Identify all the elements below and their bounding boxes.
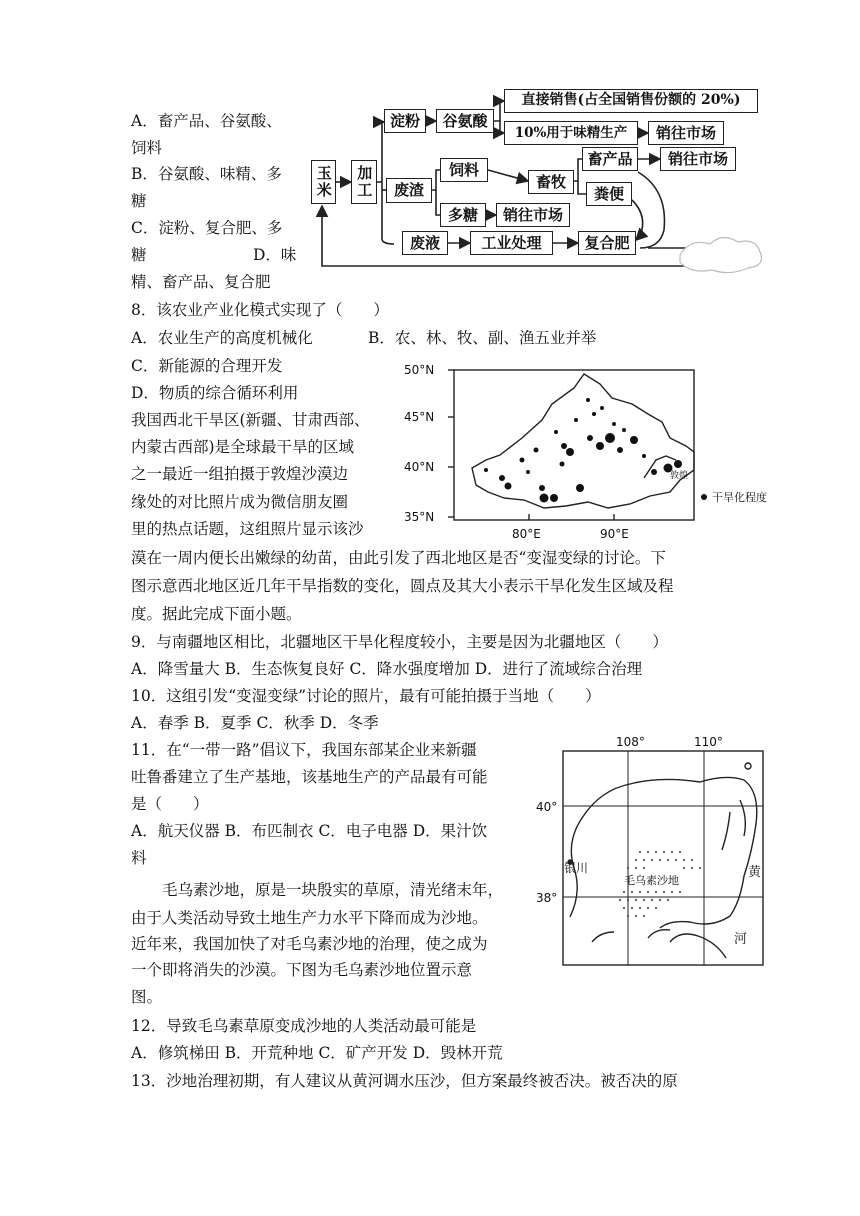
passage2-line5: 图。 [131,988,163,1006]
passage1-line3: 之一最近一组拍摄于敦煌沙漠边 [131,465,349,483]
q12-options: A．修筑梯田 B．开荒种地 C．矿产开发 D．毁林开荒 [131,1044,503,1062]
box-market-3: 销往市场 [496,203,570,227]
map1-lat-50: 50°N [404,363,435,377]
map1-lat-45: 45°N [404,410,435,424]
q11-line5: 料 [131,849,147,867]
box-feed: 饲料 [440,158,488,182]
map1-lat-40: 40°N [404,460,435,474]
q8-option-a: A．农业生产的高度机械化 [131,329,313,347]
box-animal-products: 畜产品 [582,147,638,171]
box-residue: 废渣 [386,178,432,203]
q7-option-c-line1: C．淀粉、复合肥、多 [131,219,283,237]
passage1-line1: 我国西北干旱区(新疆、甘肃西部、 [131,411,370,429]
box-corn: 玉米 [311,160,336,204]
passage1-line8: 度。据此完成下面小题。 [131,605,302,623]
q10-stem: 10．这组引发“变湿变绿”讨论的照片，最有可能拍摄于当地（ ） [131,687,601,705]
box-process: 加工 [351,160,377,204]
map2-lon-110: 110° [694,735,723,749]
cloud-sketch [680,237,762,272]
map1-legend-label: 干旱化程度 [712,491,767,504]
q7-option-d-line1: D．味 [253,246,297,264]
map1-city-label: 敦煌 [670,471,689,481]
q7-option-d-line2: 精、畜产品、复合肥 [131,273,271,291]
box-direct-sale: 直接销售(占全国销售份额的 20%) [504,89,758,113]
q8-option-d: D．物质的综合循环利用 [131,384,299,402]
box-polysaccharide: 多糖 [440,203,486,227]
map2-lat-38: 38° [536,891,558,905]
q7-option-a-line1: A．畜产品、谷氨酸、 [131,112,282,130]
q11-line3: 是（ ） [131,795,209,813]
box-msg-production: 10%用于味精生产 [504,121,638,145]
map2-desert-label: 毛乌素沙地 [624,874,679,887]
q11-line2: 吐鲁番建立了生产基地，该基地生产的产品最有可能 [131,768,488,786]
box-livestock: 畜牧 [528,170,574,194]
map1-lon-90: 90°E [600,527,629,541]
box-industrial-treatment: 工业处理 [470,231,553,255]
passage2-line1: 毛乌素沙地，原是一块殷实的草原，清光绪末年， [162,881,504,899]
map2-river-label-2: 河 [734,932,748,947]
passage2-line4: 一个即将消失的沙漠。下图为毛乌素沙地位置示意 [131,961,473,979]
q7-option-a-line2: 饲料 [131,139,163,157]
box-manure: 粪便 [586,182,632,206]
passage2-line2: 由于人类活动导致土地生产力水平下降而成为沙地。 [131,909,488,927]
box-compound-fertilizer: 复合肥 [578,231,636,255]
q8-option-b: B．农、林、牧、副、渔五业并举 [368,329,597,347]
q8-stem: 8．该农业产业化模式实现了（ ） [131,301,389,319]
passage1-line5: 里的热点话题，这组照片显示该沙 [131,520,364,538]
passage1-line7: 图示意西北地区近几年干旱指数的变化，圆点及其大小表示干旱化发生区域及程 [131,577,674,595]
passage2-line3: 近年来，我国加快了对毛乌素沙地的治理，使之成为 [131,935,488,953]
q11-line1: 11．在“一带一路”倡议下，我国东部某企业来新疆 [131,741,477,759]
q10-options: A．春季 B．夏季 C．秋季 D．冬季 [131,714,379,732]
passage1-line4: 缘处的对比照片成为微信朋友圈 [131,493,349,511]
box-market-1: 销往市场 [648,121,724,145]
box-glutamic: 谷氨酸 [436,109,494,133]
q13-stem: 13．沙地治理初期，有人建议从黄河调水压沙，但方案最终被否决。被否决的原 [131,1072,678,1090]
q12-stem: 12．导致毛乌素草原变成沙地的人类活动最可能是 [131,1017,477,1035]
map2-lat-40: 40° [536,800,558,814]
map1-lon-80: 80°E [512,527,541,541]
q9-stem: 9．与南疆地区相比，北疆地区干旱化程度较小，主要是因为北疆地区（ ） [131,633,668,651]
map2-river-label-1: 黄 [748,865,762,880]
q11-line4: A．航天仪器 B．布匹制衣 C．电子电器 D．果汁饮 [131,822,488,840]
q7-option-b-line2: 糖 [131,192,147,210]
map2-city-label: 银川 [564,861,589,875]
q8-option-c: C．新能源的合理开发 [131,357,283,375]
passage1-line2: 内蒙古西部)是全球最干旱的区域 [131,438,355,456]
map1-lat-35: 35°N [404,510,435,524]
q7-option-b-line1: B．谷氨酸、味精、多 [131,165,282,183]
box-wastewater: 废液 [402,231,448,255]
q9-options: A．降雪量大 B．生态恢复良好 C．降水强度增加 D．进行了流域综合治理 [131,660,643,678]
box-market-2: 销往市场 [660,147,736,171]
passage1-line6: 漠在一周内便长出嫩绿的幼苗，由此引发了西北地区是否“变湿变绿的讨论。下 [131,549,666,567]
box-starch: 淀粉 [384,109,426,133]
q7-option-c-line2: 糖 [131,246,147,264]
map2-lon-108: 108° [616,735,645,749]
